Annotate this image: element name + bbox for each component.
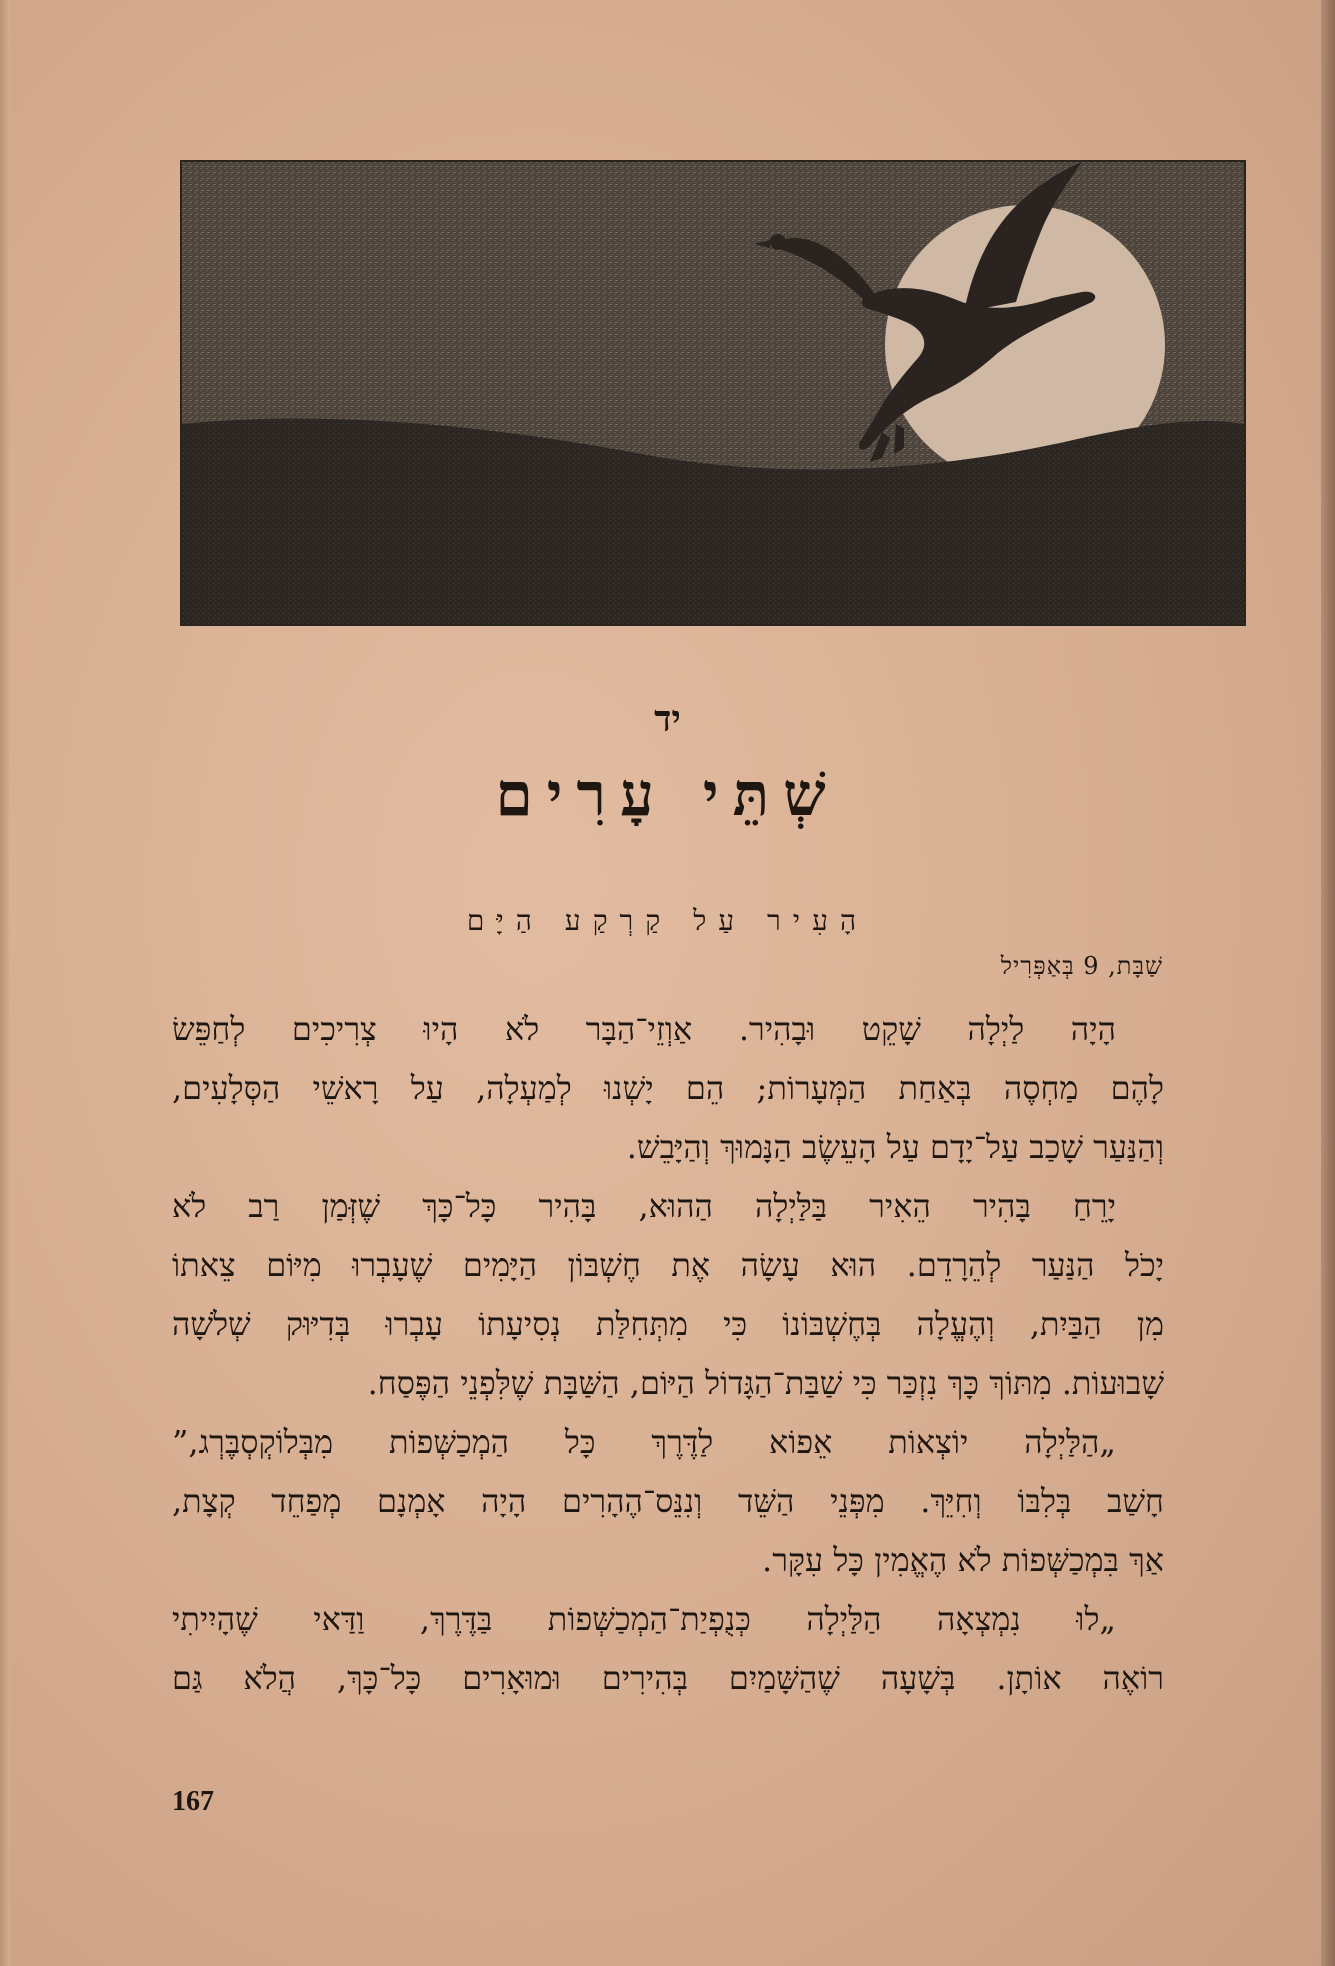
text-line: רוֹאֶה אוֹתָן. בְּשָׁעָה שֶׁהַשָּׁמַיִם בְּהִירִים וּמוּאָרִים כָּל־כָּךְ, הֲלֹא גַּם: [172, 1659, 1164, 1697]
date-line: שַׁבָּת, 9 בְּאַפְּרִיל: [1000, 952, 1163, 980]
text-line: יָכֹל הַנַּעַר לְהֵרָדֵם. הוּא עָשָׂה אֶת חֶשְׁבּוֹן הַיָּמִים שֶׁעָבְרוּ מִיּוֹם צֵאתוֹ: [172, 1246, 1164, 1284]
page-number: 167: [172, 1786, 214, 1817]
section-heading: הָעִיר עַל קַרְקַע הַיָּם: [466, 904, 869, 937]
text-line: חָשַׁב בְּלִבּוֹ וְחִיֵּךְ. מִפְּנֵי הַשֵּׁד וְנִנֵּס־הֶהָרִים הָיָה אָמְנָם מְפַחֵד קְצָת,: [172, 1482, 1164, 1520]
chapter-title: שְׁתֵּי עָרִים: [495, 760, 840, 830]
text-line: שָׁבוּעוֹת. מִתּוֹךְ כָּךְ נִזְכַּר כִּי שַׁבַּת־הַגָּדוֹל הַיּוֹם, הַשַּׁבָּת שֶׁלִּפְנֵי הַפֶּסַח.: [367, 1364, 1164, 1402]
page-edge-right: [1321, 0, 1335, 1966]
text-line: אַךְ בִּמְכַשְּׁפוֹת לֹא הֶאֱמִין כָּל עִקָּר.: [762, 1541, 1164, 1579]
text-line: מִן הַבַּיִת, וְהֶעֱלָה בְּחֶשְׁבּוֹנוֹ כִּי מִתְּחִלַּת נְסִיעָתוֹ עָבְרוּ בְּדִיּוּק שְׁלֹשָׁה: [172, 1305, 1164, 1343]
page-edge-left: [0, 0, 10, 1966]
text-line: „הַלַּיְלָה יוֹצְאוֹת אֵפוֹא לַדֶּרֶךְ כָּל הַמְכַשְּׁפוֹת מִבְּלוֹקְסְבֶּרְג,”: [172, 1423, 1116, 1461]
text-line: „לוּ נִמְצְאָה הַלַּיְלָה כְּנֻפְיַת־הַמְכַשְּׁפוֹת בַּדֶּרֶךְ, וַדַּאי שֶׁהָיִיתִי: [172, 1600, 1116, 1638]
body-text: [172, 1000, 1164, 1708]
text-line: הָיָה לַיְלָה שָׁקֵט וּבָהִיר. אַוְזֵי־הַבָּר לֹא הָיוּ צְרִיכִים לְחַפֵּשׂ: [172, 1010, 1116, 1048]
chapter-number: יד: [654, 698, 681, 740]
text-line: לָהֶם מַחְסֶה בְּאַחַת הַמְּעָרוֹת; הֵם יָשְׁנוּ לְמַעְלָה, עַל רָאשֵׁי הַסְּלָעִים,: [172, 1069, 1164, 1107]
text-line: וְהַנַּעַר שָׁכַב עַל־יָדָם עַל הָעֵשֶׂב הַנָּמוּךְ וְהַיָּבֵשׁ.: [626, 1128, 1164, 1166]
chapter-illustration: [180, 160, 1246, 626]
text-line: יָרֵחַ בָּהִיר הֵאִיר בַּלַּיְלָה הַהוּא, בָּהִיר כָּל־כָּךְ שֶׁזְּמַן רַב לֹא: [172, 1187, 1117, 1225]
